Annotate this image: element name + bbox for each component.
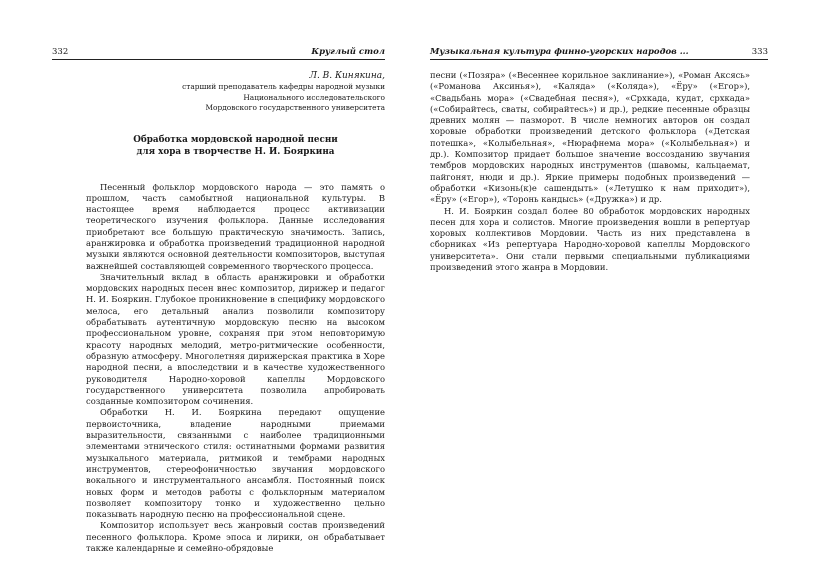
affiliation-line: Мордовского государственного университета: [205, 103, 385, 112]
body-paragraph: Значительный вклад в область аранжировки и обработки мордовских народных песен внес композитор, дирижер и педагог Н. И. Бояркин. Глубокое проникновение в специфику мордовского мелоса, его детальный анализ позволили композитору обрабатывать аутентичную мордовскую песню на высоком профессиональном уровне, сохраняя при этом неповторимую красоту народных мелодий, метро-ритмические особенности, образную атмосферу. Многолетняя дирижерская практика в Хоре народной песни, а впоследствии и в качестве художественного руководителя Народно-хоровой капеллы Мордовского государственного университета позволила апробировать созданные композитором сочинения.: [86, 271, 385, 407]
body-paragraph: Н. И. Бояркин создал более 80 обработок мордовских народных песен для хора и солистов. Многие произведения вошли в репертуар хоровых коллективов Мордовии. Часть из них представлена в сборниках «Из репертуара Народно-хоровой капеллы Мордовского университета». Они стали первыми специальными публикациями произведений этого жанра в Мордовии.: [430, 205, 750, 273]
article-title-line: для хора в творчестве Н. И. Бояркина: [136, 146, 335, 157]
author-name: Л. В. Кинякина,: [309, 71, 385, 81]
right-text-column: [430, 70, 750, 273]
article-title-line: Обработка мордовской народной песни: [133, 134, 338, 145]
left-header-rule: [52, 59, 385, 60]
right-running-title: Музыкальная культура финно-угорских народов ...: [430, 47, 689, 57]
right-header-rule: [430, 59, 768, 60]
right-page-number: 333: [751, 47, 768, 57]
right-page: [410, 0, 820, 580]
left-page-number: 332: [52, 47, 69, 57]
left-text-column: [86, 70, 385, 554]
left-running-title: Круглый стол: [311, 47, 385, 57]
body-paragraph: Обработки Н. И. Бояркина передают ощущение первоисточника, владение народными приемами выразительности, связанными с наиболее традиционными элементами этнического стиля: остинатными формами развития музыкального материала, ритмикой и тембрами народных инструментов, стереофоничностью звучания мордовского вокального и инструментального ансамбля. Постоянный поиск новых форм и методов работы с фольклорным материалом позволяет композитору тонко и художественно цельно показывать народную песню на профессиональной сцене.: [86, 407, 385, 520]
body-paragraph: Песенный фольклор мордовского народа — это память о прошлом, часть самобытной национальной культуры. В настоящее время наблюдается процесс активизации теоретического изучения фольклора. Данные исследования приобретают все большую практическую значимость. Запись, аранжировка и обработка произведений традиционной народной музыки являются основной деятельности композиторов, выступая важнейшей составляющей современного творческого процесса.: [86, 181, 385, 271]
body-paragraph: Композитор использует весь жанровый состав произведений песенного фольклора. Кроме эпоса и лирики, он обрабатывает также календарные и семейно-обрядовые: [86, 520, 385, 553]
affiliation-line: Национального исследовательского: [243, 92, 385, 102]
author-affiliation: [86, 82, 385, 114]
article-title: [86, 134, 385, 158]
affiliation-line: старший преподаватель кафедры народной музыки: [182, 82, 385, 91]
body-paragraph: песни («Позяра» («Весеннее корильное заклинание»), «Роман Аксясь» («Романова Аксинья»), «Каляда» («Коляда»), «Ёру» («Егор»), «Свадьбань мора» («Свадебная песня»), «Срхкада, кудат, срхкада» («Собирайтесь, сваты, собирайтесь») и др.), редкие песенные образцы древних молян — пазморот. В числе немногих авторов он создал хоровые обработки произведений детского фольклора («Детская потешка», «Колыбельная», «Нюрафнема мора» («Колыбельная») и др.). Композитор придает большое значение воссозданию звучания тембров мордовских народных инструментов (шавомы, кальцаемат, пайгонят, нюди и др.). Яркие примеры подобных произведений — обработки «Кизонь(к)е сашендыть» («Летушко к нам приходит»), «Ёру» («Егор»), «Торонь кандысь» («Дружка») и др.: [430, 70, 750, 205]
